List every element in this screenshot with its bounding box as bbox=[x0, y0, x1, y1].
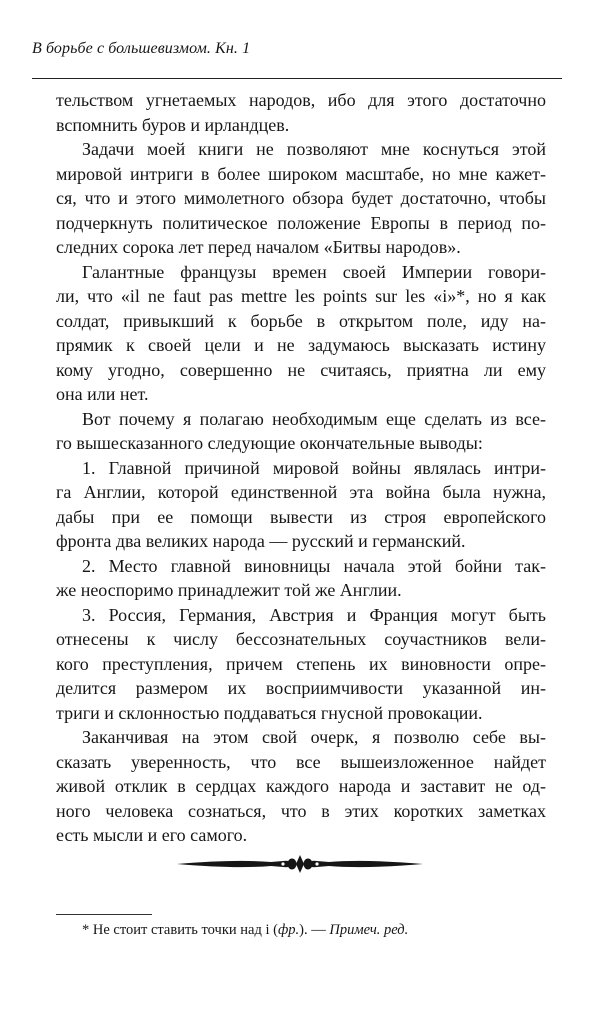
text-line: делится размером их восприимчивости указанной ин- bbox=[56, 678, 546, 698]
text-line: кого преступления, причем степень их виновности опре- bbox=[56, 653, 546, 674]
text-line: прямик к своей цели и не задумаюсь высказать истину bbox=[56, 335, 546, 355]
footnote-text: Не стоит ставить точки над i ( bbox=[89, 922, 278, 938]
paragraph bbox=[56, 554, 546, 603]
text-line: ного человека сознаться, что в этих коротких заметках bbox=[56, 800, 546, 821]
footnote-editor-note: Примеч. ред. bbox=[329, 922, 409, 938]
text-line: 3. Россия, Германия, Австрия и Франция могут быть bbox=[82, 604, 546, 625]
text-line: она или нет. bbox=[56, 384, 149, 404]
paragraph bbox=[56, 260, 546, 407]
text-line: Галантные французы времен своей Империи говори- bbox=[82, 261, 546, 282]
text-line: живой отклик в сердцах каждого народа и заставит не од- bbox=[56, 776, 546, 796]
paragraph bbox=[56, 725, 546, 848]
text-line: же неоспоримо принадлежит той же Англии. bbox=[56, 580, 402, 600]
paragraph bbox=[56, 456, 546, 554]
text-line: дабы при ее помощи вывести из строя европейского bbox=[56, 506, 546, 527]
text-line: кому угодно, совершенно не считаясь, приятна ли ему bbox=[56, 359, 546, 380]
body-text bbox=[56, 88, 546, 848]
header-rule bbox=[32, 78, 562, 79]
text-line: 1. Главной причиной мировой войны являлась интри- bbox=[82, 457, 546, 478]
text-line: солдат, привыкший к борьбе в открытом поле, иду на- bbox=[56, 310, 546, 331]
footnote-lang-abbrev: фр. bbox=[277, 922, 300, 938]
paragraph bbox=[56, 88, 546, 137]
text-line: ся, что и этого мимолетного обзора будет достаточно, чтобы bbox=[56, 188, 546, 208]
scroll-ornament-icon bbox=[175, 852, 425, 876]
text-line: ли, что «il ne faut pas mettre les points sur les «i»*, но я как bbox=[56, 286, 546, 306]
text-line: го вышесказанного следующие окончательные выводы: bbox=[56, 433, 483, 453]
text-line: отнесены к числу бессознательных соучастников вели- bbox=[56, 629, 546, 649]
paragraph bbox=[56, 137, 546, 260]
footnote-marker: * bbox=[82, 922, 90, 938]
footnote-text-after: ). — bbox=[299, 922, 330, 938]
running-head-title: В борьбе с большевизмом. Кн. 1 bbox=[32, 40, 251, 57]
text-line: подчеркнуть политическое положение Европы в период по- bbox=[56, 212, 546, 233]
paragraph bbox=[56, 603, 546, 726]
text-line: 2. Место главной виновницы начала этой бойни так- bbox=[82, 555, 546, 576]
text-line: вспомнить буров и ирландцев. bbox=[56, 114, 290, 135]
text-line: триги и склонностью поддаваться гнусной провокации. bbox=[56, 702, 483, 723]
paragraph bbox=[56, 407, 546, 456]
footnote-rule bbox=[56, 914, 152, 915]
text-line: Задачи моей книги не позволяют мне коснуться этой bbox=[82, 139, 546, 159]
text-line: фронта два великих народа — русский и германский. bbox=[56, 531, 466, 551]
text-line: следних сорока лет перед началом «Битвы народов». bbox=[56, 237, 461, 257]
footnote bbox=[56, 920, 572, 940]
text-line: тельством угнетаемых народов, ибо для этого достаточно bbox=[56, 90, 546, 110]
text-line: есть мысли и его самого. bbox=[56, 825, 248, 845]
text-line: сказать уверенность, что все вышеизложенное найдет bbox=[56, 751, 546, 772]
text-line: га Англии, которой единственной эта война была нужна, bbox=[56, 482, 546, 502]
text-line: Заканчивая на этом свой очерк, я позволю себе вы- bbox=[82, 727, 546, 747]
text-line: Вот почему я полагаю необходимым еще сделать из все- bbox=[82, 408, 546, 429]
text-line: мировой интриги в более широком масштабе, но мне кажет- bbox=[56, 163, 546, 184]
